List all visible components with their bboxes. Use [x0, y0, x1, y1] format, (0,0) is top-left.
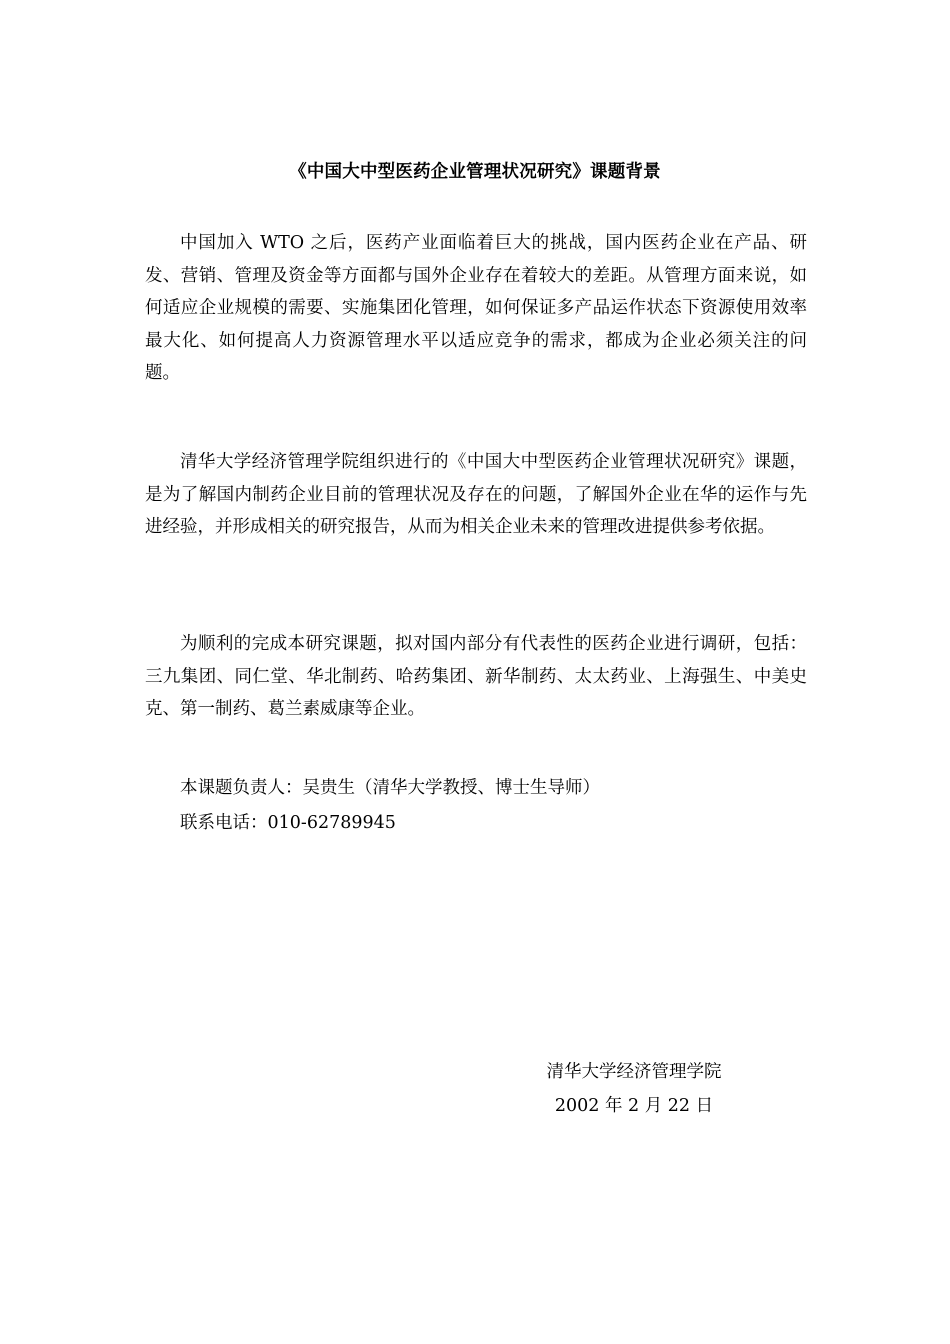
signature-date: 2002 年 2 月 22 日 [554, 1096, 714, 1116]
contact-phone: 联系电话：010-62789945 [180, 813, 396, 833]
project-leader: 本课题负责人：吴贵生（清华大学教授、博士生导师） [180, 778, 600, 798]
paragraph-survey-plan: 为顺利的完成本研究课题，拟对国内部分有代表性的医药企业进行调研，包括：三九集团、同仁堂、华北制药、哈药集团、新华制药、太太药业、上海强生、中美史克、第一制药、葛兰素威康等企业。 [145, 634, 807, 719]
signature-organization: 清华大学经济管理学院 [546, 1062, 722, 1082]
document-title: 《中国大中型医药企业管理状况研究》课题背景 [289, 162, 661, 182]
paragraph-purpose: 清华大学经济管理学院组织进行的《中国大中型医药企业管理状况研究》课题，是为了解国内制药企业目前的管理状况及存在的问题，了解国外企业在华的运作与先进经验，并形成相关的研究报告，从而为相关企业未来的管理改进提供参考依据。 [145, 452, 807, 537]
paragraph-background: 中国加入 WTO 之后，医药产业面临着巨大的挑战，国内医药企业在产品、研发、营销、管理及资金等方面都与国外企业存在着较大的差距。从管理方面来说，如何适应企业规模的需要、实施集团化管理，如何保证多产品运作状态下资源使用效率最大化、如何提高人力资源管理水平以适应竞争的需求，都成为企业必须关注的问题。 [145, 233, 807, 383]
